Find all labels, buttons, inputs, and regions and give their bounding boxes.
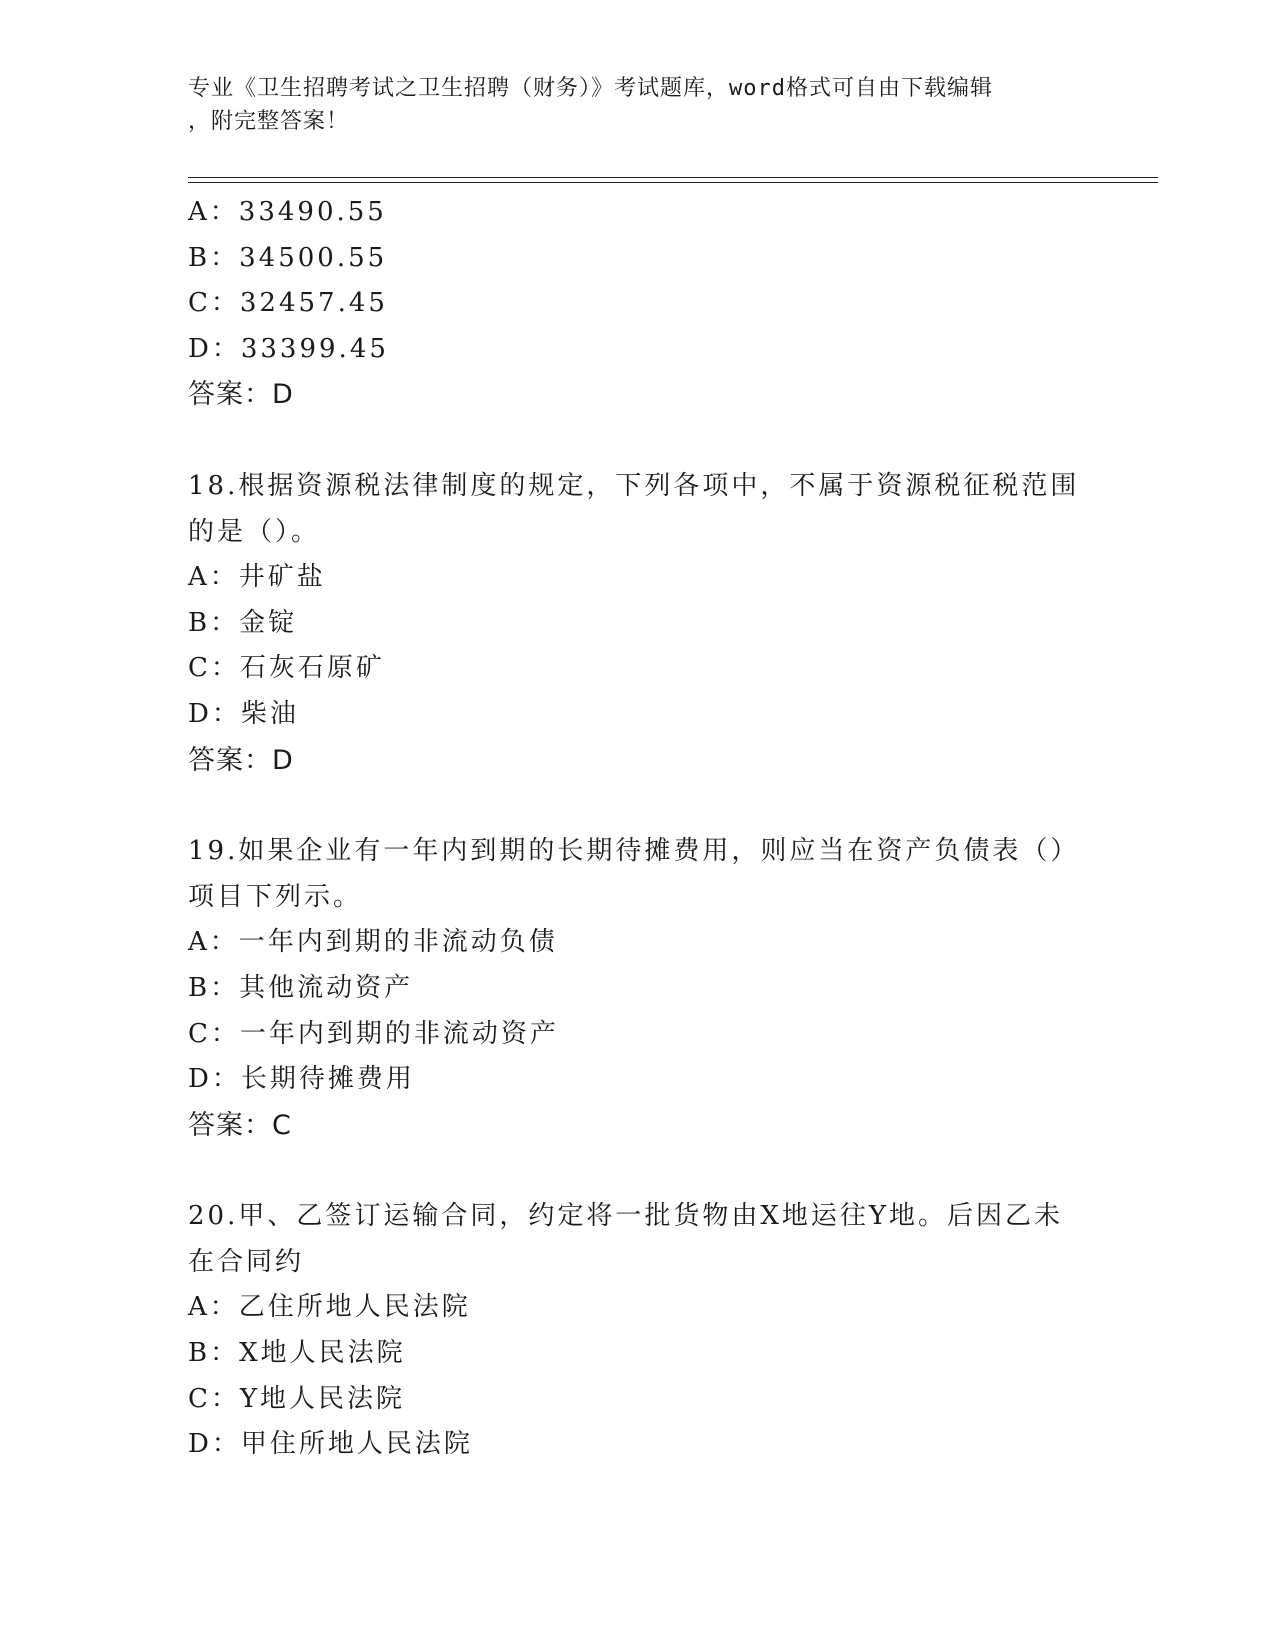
question-stem: 20.甲、乙签订运输合同，约定将一批货物由X地运往Y地。后因乙未 [188,1201,1064,1232]
header-line-2: ，附完整答案！ [188,109,350,134]
question-stem-cont: 项目下列示。 [188,881,363,912]
document-header [188,72,1088,138]
option-d: D：甲住所地人民法院 [188,1429,473,1460]
option-d: D：柴油 [188,698,299,729]
question-18 [188,464,1088,783]
header-divider-bottom [188,182,1158,183]
option-a: A：33490.55 [188,197,387,227]
question-stem-cont: 的是（）。 [188,516,321,547]
option-b: B：34500.55 [188,242,388,273]
option-d: D：33399.45 [188,333,389,364]
option-b: B：X地人民法院 [188,1338,406,1369]
option-c: C：一年内到期的非流动资产 [188,1018,559,1049]
option-a: A：一年内到期的非流动负债 [188,927,558,958]
question-stem: 18.根据资源税法律制度的规定，下列各项中，不属于资源税征税范围 [188,470,1080,501]
question-20 [188,1194,1088,1468]
question-19 [188,829,1088,1148]
option-c: C：Y地人民法院 [188,1383,406,1414]
header-line-1: 专业《卫生招聘考试之卫生招聘（财务）》考试题库，word格式可自由下载编辑 [188,76,993,101]
answer: 答案：C [188,1109,292,1141]
question-stem-cont: 在合同约 [188,1246,305,1277]
question-17 [188,190,1088,418]
question-list [188,190,1088,1468]
option-b: B：金锭 [188,607,298,638]
answer: 答案：D [188,744,294,776]
option-d: D：长期待摊费用 [188,1064,415,1095]
option-c: C：石灰石原矿 [188,653,385,684]
option-c: C：32457.45 [188,288,388,319]
question-stem: 19.如果企业有一年内到期的长期待摊费用，则应当在资产负债表（） [188,836,1080,867]
option-a: A：乙住所地人民法院 [188,1292,471,1323]
option-a: A：井矿盐 [188,562,326,593]
option-b: B：其他流动资产 [188,972,414,1003]
header-divider-top [188,177,1158,178]
answer: 答案：D [188,379,294,411]
